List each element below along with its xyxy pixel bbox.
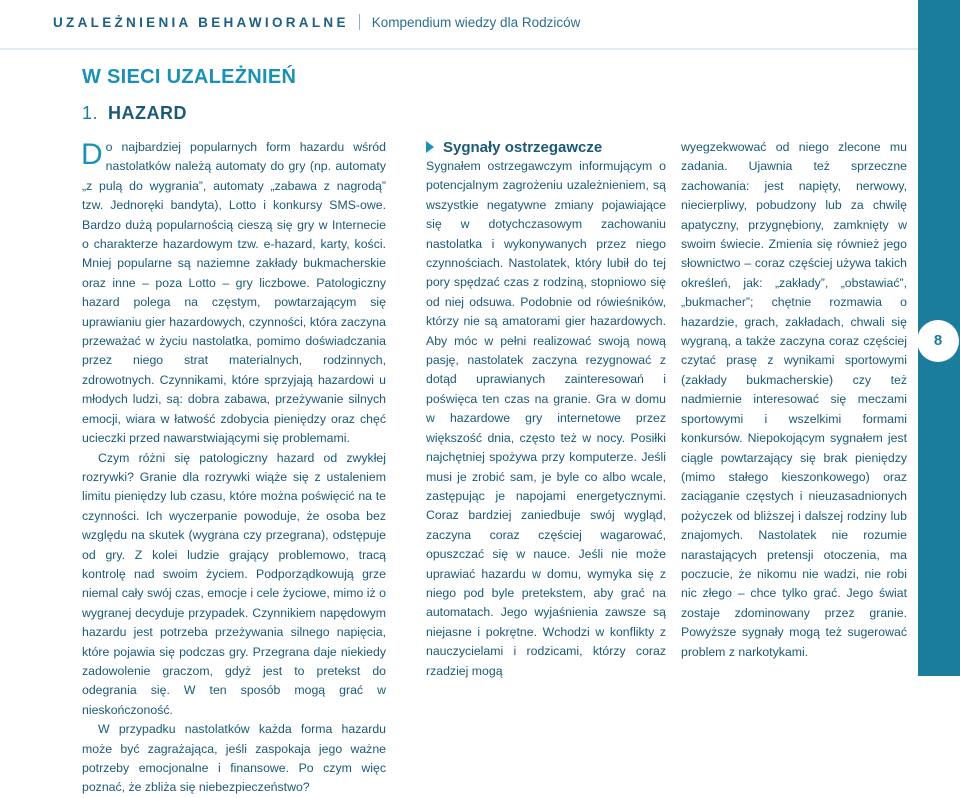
text-column-3 <box>681 138 907 662</box>
header-divider <box>0 48 960 50</box>
triangle-bullet-icon <box>426 141 434 153</box>
page-number: 8 <box>917 320 959 362</box>
paragraph: Czym różni się patologiczny hazard od zwykłej rozrywki? Granie dla rozrywki wiąże się z ustaleniem limitu pieniędzy lub czasu, które można poświęcić na te czynności. Ich wyczerpanie powoduje, że osoba bez względu na skutek (wygrana czy przegrana), odstępuje od gry. Z kolei ludzie grający problemowo, tracą kontrolę nad swoim życiem. Podporządkowują grze niemal cały swój czas, emocje i cele życiowe, mimo iż o wygranej decyduje przypadek. Czynnikiem napędowym hazardu jest potrzeba przeżywania silnego napięcia, które pojawia się podczas gry. Przegrana daje niekiedy zadowolenie graczom, gdyż jest to pretekst do odegrania się. W ten sposób mogą grać w nieskończoność. <box>82 450 386 717</box>
paragraph: Sygnałem ostrzegawczym informującym o potencjalnym zagrożeniu uzależnieniem, są wszystkie negatywne zmiany pojawiające się w dotychczasowym zachowaniu nastolatka i wykonywanych przez niego czynnościach. Nastolatek, który lubił do tej pory spędzać czas z rodziną, stopniowo się od niej odsuwa. Podobnie od rówieśników, którzy nie są amatorami gier hazardowych. Aby móc w pełni realizować swoją nową pasję, nastolatek zaczyna rezygnować z dotąd uprawianych zainteresowań i poświęca ten czas na granie. Gra w domu w hazardowe gry internetowe przez większość dnia, często też w nocy. Posiłki najchętniej spożywa przy komputerze. Jeśli musi je zrobić sam, je byle co albo wcale, zastępując je napojami energetycznymi. Coraz bardziej zaniedbuje swój wygląd, zaczyna coraz częściej wagarować, opuszczać się w nauce. Jeśli nie może uprawiać hazardu w domu, wymyka się z niego pod byle pretekstem, aby grać na automatach. Jego wyjaśnienia zawsze są niejasne i pokrętne. Wchodzi w konflikty z nauczycielami i rodzicami, którzy coraz rzadziej mogą <box>426 159 666 678</box>
paragraph: wyegzekwować od niego zlecone mu zadania. Ujawnia też sprzeczne zachowania: jest napięty, nerwowy, niecierpliwy, pobudzony lub za chwilę apatyczny, przygnębiony, zamknięty w swoim świecie. Zmienia się również jego słownictwo – coraz częściej używa takich określeń, jak: „zakłady”, „obstawiać”, „bukmacher”; chętnie rozmawia o hazardzie, grach, zakładach, chwali się wygraną, a także zaczyna coraz częściej czytać prasę z wynikami sportowymi (zakłady bukmacherskie) czy też nadmiernie interesować się meczami sportowymi i wszelkimi formami konkursów. Niepokojącym sygnałem jest ciągle powtarzający się brak pieniędzy (mimo stałego kieszonkowego) oraz zaciąganie częstych i nieuzasadnionych pożyczek od bliższej i dalszej rodziny lub znajomych. Nastolatek nie rozumie narastających pretensji otoczenia, ma poczucie, że nikomu nie wadzi, nie robi nic złego – chce tylko grać. Jego świat zostaje zdominowany przez granie. Powyższe sygnały mogą też sugerować problem z narkotykami. <box>681 140 907 659</box>
drop-cap: D <box>81 138 103 171</box>
text-column-1 <box>82 138 386 798</box>
subsection-title: Sygnały ostrzegawcze <box>443 139 603 156</box>
series-title: UZALEŻNIENIA BEHAWIORALNE <box>53 15 349 30</box>
subsection-heading <box>426 138 666 158</box>
header-separator <box>359 14 360 30</box>
running-header <box>53 14 580 30</box>
section-title: W SIECI UZALEŻNIEŃ <box>82 66 297 88</box>
chapter-title: HAZARD <box>108 103 188 123</box>
chapter-number: 1. <box>82 103 99 123</box>
paragraph: W przypadku nastolatków każda forma hazardu może być zagrażająca, jeśli zaspokaja jego ważne potrzeby emocjonalne i finansowe. Po czym więc poznać, że zbliża się niebezpieczeństwo? <box>82 722 386 795</box>
series-subtitle: Kompendium wiedzy dla Rodziców <box>371 15 581 30</box>
text-column-2 <box>426 138 666 681</box>
chapter-heading <box>82 103 187 124</box>
paragraph: Do najbardziej popularnych form hazardu wśród nastolatków należą automaty do gry (np. automaty „z pulą do wygrania”, automaty „zabawa z nagrodą” tzw. Jednoręki bandyta), Lotto i konkursy SMS-owe. Bardzo dużą popularnością cieszą się gry w Internecie o charakterze hazardowym tzw. e-hazard, karty, kości. Mniej popularne są naziemne zakłady bukmacherskie oraz inne – poza Lotto – gry liczbowe. Patologiczny hazard polega na częstym, powtarzającym się uprawianiu gier hazardowych, czynności, która zaczyna przeważać w życiu nastolatka, pomimo doświadczania przez niego strat materialnych, rodzinnych, zdrowotnych. Czynnikami, które sprzyjają hazardowi u młodych ludzi, są: dobra zabawa, przeżywanie silnych emocji, wiara w łatwość zdobycia pieniędzy oraz chęć ucieczki przed nawarstwiającymi się problemami. <box>81 138 386 446</box>
